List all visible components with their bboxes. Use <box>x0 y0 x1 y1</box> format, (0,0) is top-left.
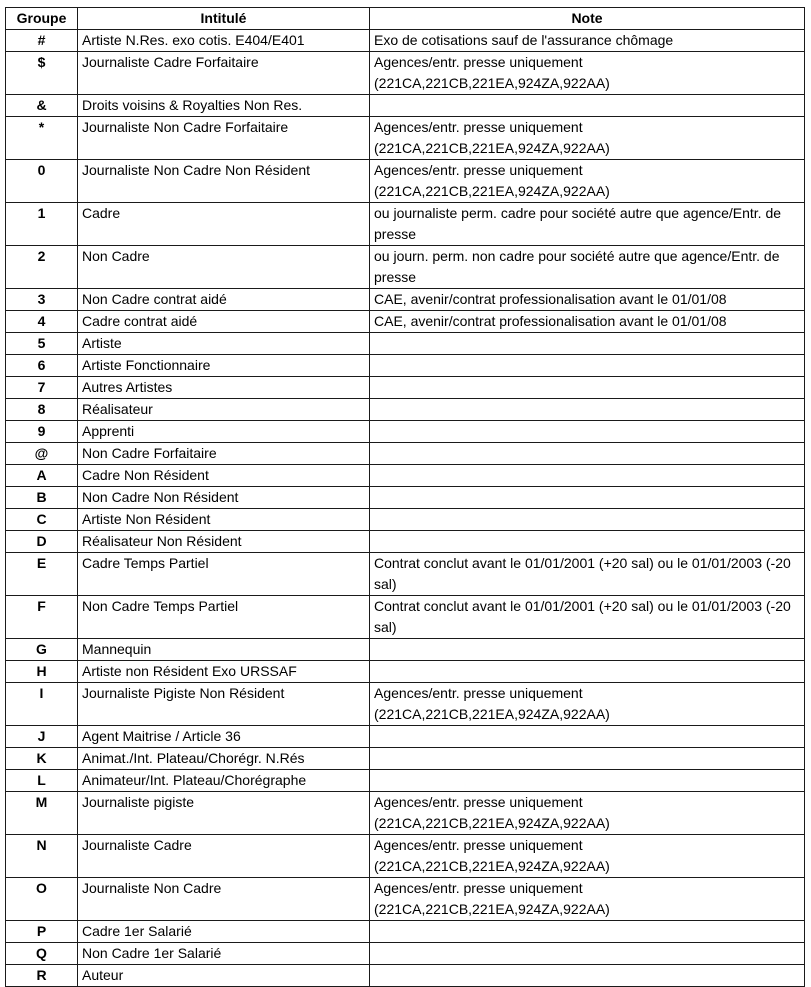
cell-intitule: Agent Maitrise / Article 36 <box>78 726 370 748</box>
cell-note <box>370 443 805 465</box>
cell-groupe: # <box>6 30 78 52</box>
header-note: Note <box>370 8 805 30</box>
cell-groupe: & <box>6 95 78 117</box>
table-row <box>6 509 805 531</box>
cell-intitule: Artiste <box>78 333 370 355</box>
cell-groupe: 0 <box>6 160 78 203</box>
cell-intitule: Non Cadre Non Résident <box>78 487 370 509</box>
cell-groupe: H <box>6 661 78 683</box>
cell-intitule: Journaliste Cadre Forfaitaire <box>78 52 370 95</box>
table-row <box>6 203 805 246</box>
table-row <box>6 770 805 792</box>
cell-groupe: O <box>6 878 78 921</box>
cell-note <box>370 748 805 770</box>
cell-groupe: Q <box>6 943 78 965</box>
cell-intitule: Non Cadre Forfaitaire <box>78 443 370 465</box>
cell-note <box>370 921 805 943</box>
table-row <box>6 377 805 399</box>
cell-intitule: Journaliste Pigiste Non Résident <box>78 683 370 726</box>
table-row <box>6 726 805 748</box>
cell-intitule: Mannequin <box>78 639 370 661</box>
cell-intitule: Cadre contrat aidé <box>78 311 370 333</box>
cell-intitule: Droits voisins & Royalties Non Res. <box>78 95 370 117</box>
table-row <box>6 399 805 421</box>
cell-intitule: Non Cadre contrat aidé <box>78 289 370 311</box>
table-row <box>6 289 805 311</box>
cell-intitule: Animateur/Int. Plateau/Chorégraphe <box>78 770 370 792</box>
cell-intitule: Non Cadre 1er Salarié <box>78 943 370 965</box>
cell-note: CAE, avenir/contrat professionalisation avant le 01/01/08 <box>370 289 805 311</box>
cell-intitule: Artiste Fonctionnaire <box>78 355 370 377</box>
cell-intitule: Cadre Temps Partiel <box>78 553 370 596</box>
table-row <box>6 465 805 487</box>
cell-groupe: 7 <box>6 377 78 399</box>
table-row <box>6 246 805 289</box>
table-row <box>6 443 805 465</box>
cell-groupe: 6 <box>6 355 78 377</box>
table-row <box>6 965 805 987</box>
cell-note <box>370 487 805 509</box>
table-row <box>6 553 805 596</box>
cell-note: ou journ. perm. non cadre pour société autre que agence/Entr. de presse <box>370 246 805 289</box>
table-row <box>6 52 805 95</box>
cell-groupe: M <box>6 792 78 835</box>
header-intitule: Intitulé <box>78 8 370 30</box>
cell-groupe: 1 <box>6 203 78 246</box>
cell-intitule: Journaliste Cadre <box>78 835 370 878</box>
cell-groupe: D <box>6 531 78 553</box>
cell-groupe: F <box>6 596 78 639</box>
table-row <box>6 355 805 377</box>
table-row <box>6 792 805 835</box>
cell-groupe: E <box>6 553 78 596</box>
table-row <box>6 117 805 160</box>
table-row <box>6 683 805 726</box>
cell-intitule: Non Cadre <box>78 246 370 289</box>
table-row <box>6 878 805 921</box>
cell-note <box>370 943 805 965</box>
cell-intitule: Artiste N.Res. exo cotis. E404/E401 <box>78 30 370 52</box>
cell-note <box>370 377 805 399</box>
cell-intitule: Journaliste pigiste <box>78 792 370 835</box>
cell-intitule: Animat./Int. Plateau/Chorégr. N.Rés <box>78 748 370 770</box>
cell-intitule: Journaliste Non Cadre <box>78 878 370 921</box>
table-row <box>6 30 805 52</box>
table-row <box>6 661 805 683</box>
cell-groupe: 2 <box>6 246 78 289</box>
table-row <box>6 921 805 943</box>
cell-groupe: * <box>6 117 78 160</box>
cell-intitule: Cadre 1er Salarié <box>78 921 370 943</box>
cell-note: Contrat conclut avant le 01/01/2001 (+20 sal) ou le 01/01/2003 (-20 sal) <box>370 553 805 596</box>
cell-intitule: Cadre Non Résident <box>78 465 370 487</box>
cell-note <box>370 355 805 377</box>
cell-note: Exo de cotisations sauf de l'assurance chômage <box>370 30 805 52</box>
cell-intitule: Autres Artistes <box>78 377 370 399</box>
header-row <box>6 8 805 30</box>
cell-groupe: N <box>6 835 78 878</box>
cell-note: Agences/entr. presse uniquement (221CA,221CB,221EA,924ZA,922AA) <box>370 52 805 95</box>
cell-groupe: 9 <box>6 421 78 443</box>
cell-note <box>370 965 805 987</box>
table-body <box>6 30 805 987</box>
cell-note: Agences/entr. presse uniquement (221CA,221CB,221EA,924ZA,922AA) <box>370 792 805 835</box>
cell-groupe: 5 <box>6 333 78 355</box>
cell-note: Contrat conclut avant le 01/01/2001 (+20 sal) ou le 01/01/2003 (-20 sal) <box>370 596 805 639</box>
cell-groupe: 4 <box>6 311 78 333</box>
cell-note <box>370 399 805 421</box>
cell-groupe: I <box>6 683 78 726</box>
table-row <box>6 421 805 443</box>
table-row <box>6 95 805 117</box>
cell-intitule: Réalisateur <box>78 399 370 421</box>
cell-groupe: 3 <box>6 289 78 311</box>
cell-note: Agences/entr. presse uniquement (221CA,221CB,221EA,924ZA,922AA) <box>370 878 805 921</box>
cell-note: ou journaliste perm. cadre pour société autre que agence/Entr. de presse <box>370 203 805 246</box>
groupe-table <box>5 7 805 987</box>
cell-intitule: Apprenti <box>78 421 370 443</box>
cell-intitule: Réalisateur Non Résident <box>78 531 370 553</box>
cell-note <box>370 661 805 683</box>
cell-note <box>370 509 805 531</box>
cell-groupe: 8 <box>6 399 78 421</box>
cell-groupe: R <box>6 965 78 987</box>
table-row <box>6 835 805 878</box>
cell-groupe: B <box>6 487 78 509</box>
table-row <box>6 596 805 639</box>
cell-intitule: Journaliste Non Cadre Forfaitaire <box>78 117 370 160</box>
table-row <box>6 748 805 770</box>
table-row <box>6 639 805 661</box>
table-row <box>6 160 805 203</box>
cell-groupe: C <box>6 509 78 531</box>
cell-note <box>370 421 805 443</box>
cell-intitule: Artiste non Résident Exo URSSAF <box>78 661 370 683</box>
cell-note: Agences/entr. presse uniquement (221CA,221CB,221EA,924ZA,922AA) <box>370 117 805 160</box>
header-groupe: Groupe <box>6 8 78 30</box>
cell-note <box>370 531 805 553</box>
cell-intitule: Journaliste Non Cadre Non Résident <box>78 160 370 203</box>
table-row <box>6 487 805 509</box>
cell-groupe: J <box>6 726 78 748</box>
table-row <box>6 311 805 333</box>
table-row <box>6 333 805 355</box>
cell-note <box>370 465 805 487</box>
cell-groupe: G <box>6 639 78 661</box>
cell-groupe: $ <box>6 52 78 95</box>
cell-intitule: Cadre <box>78 203 370 246</box>
cell-groupe: K <box>6 748 78 770</box>
cell-groupe: L <box>6 770 78 792</box>
cell-intitule: Non Cadre Temps Partiel <box>78 596 370 639</box>
cell-note <box>370 770 805 792</box>
cell-note: CAE, avenir/contrat professionalisation avant le 01/01/08 <box>370 311 805 333</box>
cell-intitule: Auteur <box>78 965 370 987</box>
cell-intitule: Artiste Non Résident <box>78 509 370 531</box>
cell-note: Agences/entr. presse uniquement (221CA,221CB,221EA,924ZA,922AA) <box>370 683 805 726</box>
cell-note: Agences/entr. presse uniquement (221CA,221CB,221EA,924ZA,922AA) <box>370 160 805 203</box>
cell-groupe: A <box>6 465 78 487</box>
cell-note <box>370 95 805 117</box>
cell-note <box>370 639 805 661</box>
table-wrapper <box>5 7 805 987</box>
cell-groupe: P <box>6 921 78 943</box>
cell-note: Agences/entr. presse uniquement (221CA,221CB,221EA,924ZA,922AA) <box>370 835 805 878</box>
cell-groupe: @ <box>6 443 78 465</box>
table-row <box>6 943 805 965</box>
cell-note <box>370 333 805 355</box>
table-row <box>6 531 805 553</box>
cell-note <box>370 726 805 748</box>
